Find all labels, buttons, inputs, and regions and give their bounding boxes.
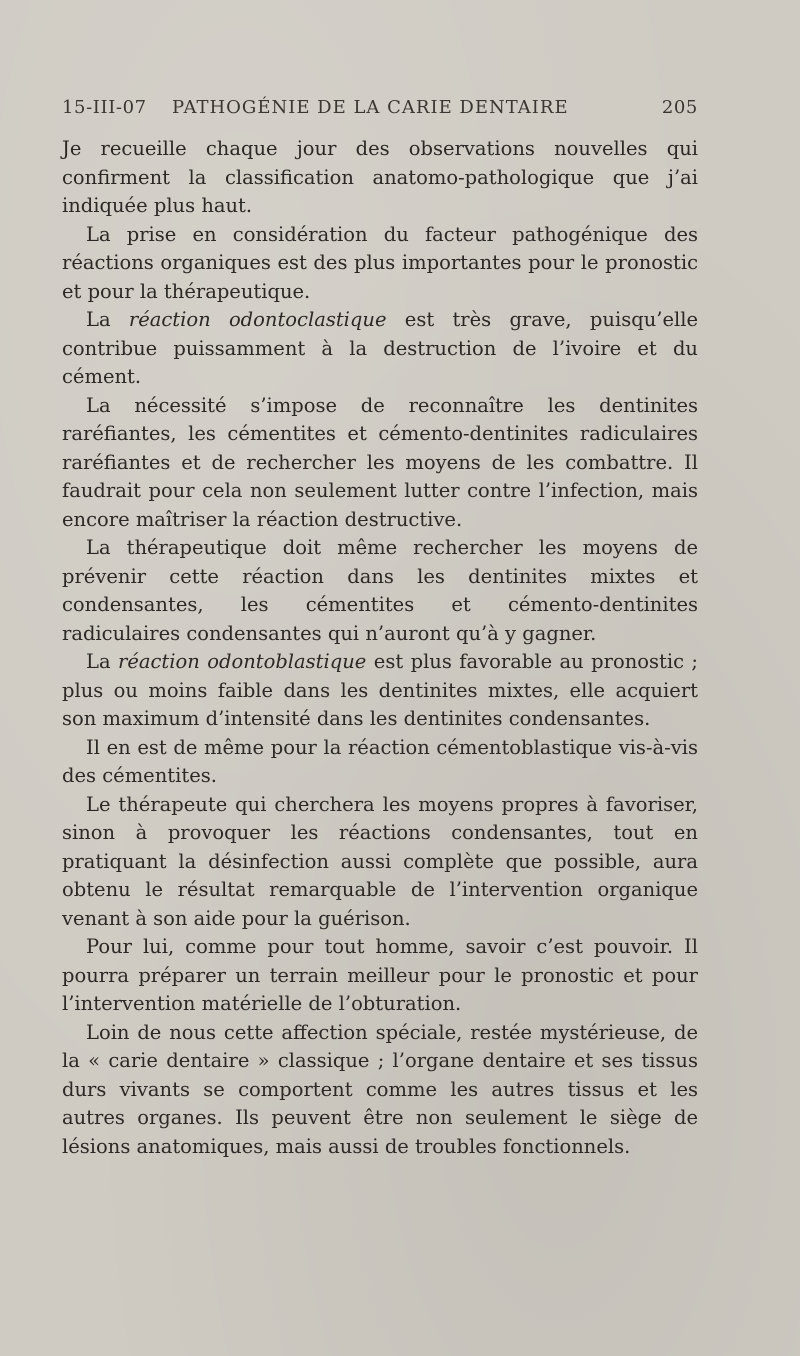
paragraph-text-rest: est plus favorable au pronostic ; plus ou moins faible dans les dentinites mixtes, elle acquiert son maximum d’intensité dans les dentinites condensantes. (62, 650, 699, 730)
paragraph-text: La prise en considération du facteur pathogénique des réactions organiques est des plus importantes pour le pronostic et pour la thérapeutique. (62, 222, 698, 303)
italic-term: réaction odontoblastique (118, 650, 367, 673)
paragraph-2 (62, 221, 698, 307)
page-number: 205 (661, 97, 698, 118)
body-text (62, 135, 698, 1161)
italic-term: réaction odontoclastique (128, 308, 387, 331)
paragraph-7 (62, 734, 698, 791)
paragraph-text: Je recueille chaque jour des observations nouvelles qui confirment la classification anatomo-pathologique que j’ai indiquée plus haut. (62, 137, 698, 217)
paragraph-6 (62, 648, 698, 734)
paragraph-10 (62, 1019, 698, 1162)
book-page (62, 0, 698, 1356)
paragraph-1 (62, 135, 698, 221)
paragraph-text: La thérapeutique doit même rechercher les moyens de prévenir cette réaction dans les dentinites mixtes et condensantes, les cémentites et cémento-dentinites radiculaires condensantes qui n’auront qu’à y gagner. (62, 536, 698, 645)
paragraph-text: La nécessité s’impose de reconnaître les dentinites raréfiantes, les cémentites et cémento-dentinites radiculaires raréfiantes et de rechercher les moyens de les combattre. Il faudrait pour cela non seulement lutter contre l’infection, mais encore maîtriser la réaction destructive. (62, 393, 698, 531)
paragraph-text: Il en est de même pour la réaction cémentoblastique vis-à-vis des cémentites. (62, 735, 698, 787)
paragraph-5 (62, 534, 698, 648)
running-head-date: 15-III-07 (62, 97, 147, 118)
paragraph-4 (62, 392, 698, 535)
paragraph-8 (62, 791, 698, 934)
paragraph-text: Pour lui, comme pour tout homme, savoir c’est pouvoir. Il pourra préparer un terrain meilleur pour le pronostic et pour l’intervention matérielle de l’obturation. (62, 935, 698, 1015)
paragraph-text-lead: La (86, 308, 129, 331)
paragraph-9 (62, 933, 698, 1019)
running-head-title: PATHOGÉNIE DE LA CARIE DENTAIRE (172, 97, 569, 118)
paragraph-text: Loin de nous cette affection spéciale, restée mystérieuse, de la « carie dentaire » classique ; l’organe dentaire et ses tissus durs vivants se comportent comme les autres tissus et les autres organes. Ils peuvent être non seulement le siège de lésions anatomiques, mais aussi de troubles fonctionnels. (62, 1020, 698, 1158)
running-head (62, 97, 698, 125)
paragraph-text-rest: est très grave, puisqu’elle contribue puissamment à la destruction de l’ivoire et du cément. (62, 308, 698, 388)
paragraph-text: Le thérapeute qui cherchera les moyens propres à favoriser, sinon à provoquer les réactions condensantes, tout en pratiquant la désinfection aussi complète que possible, aura obtenu le résultat remarquable de l’intervention organique venant à son aide pour la guérison. (62, 792, 698, 930)
paragraph-text-lead: La (86, 650, 119, 673)
paragraph-3 (62, 306, 698, 392)
